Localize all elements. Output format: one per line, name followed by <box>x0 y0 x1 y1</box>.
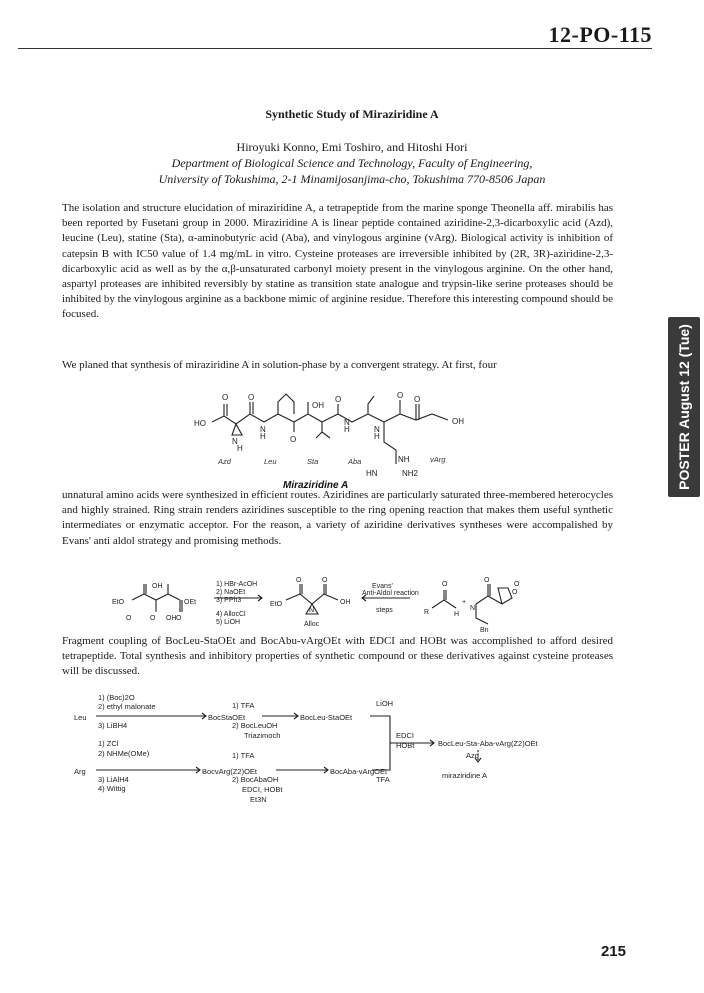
arrow-label: Evans' <box>372 583 393 590</box>
structure-label: O <box>414 395 421 404</box>
scheme-group: H <box>454 611 460 618</box>
reagent-azd: Azd <box>466 751 479 760</box>
arg-coupling-step: EDCI, HOBt <box>242 785 283 794</box>
tetrapeptide: BocLeu-Sta-Aba-vArg(Z2)OEt <box>438 739 538 748</box>
structure-label: N <box>260 425 266 434</box>
scheme-group: Bn <box>480 627 489 634</box>
scheme-group: O <box>296 577 302 584</box>
reaction-condition: 4) AllocCl <box>216 611 246 618</box>
structure-label: O <box>335 395 342 404</box>
reaction-condition: 2) NaOEt <box>216 589 246 596</box>
leu-dipeptide: BocLeu-StaOEt <box>300 713 353 722</box>
residue-label-leu: Leu <box>264 457 277 466</box>
scheme-group: EtO <box>112 599 125 606</box>
final-product: miraziridine A <box>442 771 488 780</box>
scheme-group: O <box>322 577 328 584</box>
poster-date-label: POSTER August 12 (Tue) <box>676 324 692 490</box>
scheme-group: O <box>484 577 490 584</box>
paragraph-aziridines: unnatural amino acids were synthesized in efficient routes. Aziridines are particularly saturated three-membered heterocycles and highly strained. Ring strain renders aziridines susceptible to the ring opening reaction that makes them useful synthetic intermediates or enzymatic acceptor. For the reason, a variety of aziridine derivatives syntheses were accompalished by Evans' anti aldol strategy and promising methods. <box>62 489 613 547</box>
arg-step: 1) ZCl <box>98 739 119 748</box>
arg-step: 2) NHMe(OMe) <box>98 749 150 758</box>
scheme-group: O <box>126 615 132 622</box>
scheme-group: O <box>512 589 518 596</box>
arg-coupling-step: Et3N <box>250 795 267 804</box>
structure-label: H <box>237 444 243 453</box>
scheme-group: R <box>424 609 430 616</box>
aziridine-scheme <box>110 574 530 636</box>
affiliation-line-1: Department of Biological Science and Technology, Faculty of Engineering, <box>171 156 533 170</box>
arg-step: 4) Wittig <box>98 784 126 793</box>
poster-date-tab <box>668 317 700 497</box>
leu-coupling-step: 1) TFA <box>232 701 255 710</box>
scheme-group: N <box>309 607 315 614</box>
leu-coupling-step: 2) BocLeuOH <box>232 721 278 730</box>
structure-label: O <box>248 393 255 402</box>
abstract-code: 12-PO-115 <box>548 22 652 47</box>
structure-label: N <box>344 418 350 427</box>
structure-label: O <box>397 391 404 400</box>
structure-label: HO <box>194 419 206 428</box>
structure-label: N <box>374 425 380 434</box>
arrow-label: Anti-Aldol reaction <box>362 590 419 597</box>
scheme-group: EtO <box>270 601 283 608</box>
header-rule <box>18 48 652 49</box>
reagent-hobt: HOBt <box>396 741 415 750</box>
reaction-condition: 3) PPh3 <box>216 597 242 604</box>
leu-product: BocStaOEt <box>208 713 246 722</box>
authors: Hiroyuki Konno, Emi Toshiro, and Hitoshi Hori <box>236 140 468 154</box>
figure-caption: Miraziridine A <box>283 480 349 491</box>
arg-coupling-step: 1) TFA <box>232 751 255 760</box>
structure-label: HN <box>366 469 378 478</box>
arg-step: 3) LiAlH4 <box>98 775 129 784</box>
structure-label: O <box>222 393 229 402</box>
leu-step: 2) ethyl malonate <box>98 702 156 711</box>
page-number: 215 <box>600 943 626 960</box>
scheme-group: OEt <box>184 599 197 606</box>
paragraph-strategy: We planed that synthesis of miraziridine A in solution-phase by a convergent strategy. At first, four <box>62 359 497 371</box>
scheme-group: Alloc <box>304 621 320 628</box>
scheme-group: O <box>514 581 520 588</box>
paragraph-intro: The isolation and structure elucidation of miraziridine A, a tetrapeptide from the marine sponge Theonella aff. mirabilis has been reported by Fusetani group in 2000. Miraziridine A is linear peptide contained aziridine-2,3-dicarboxylic acid (Azd), leucine (Leu), statine (Sta), α-aminobutyric acid (Aba), and vinylogous arginine (vArg). Biological activity is inhibition of catepsin B with IC50 value of 1.4 mg/mL in vitro. Cysteine proteases are irreversible inhibited by (2R, 3R)-aziridine-2,3-dicarboxylic acid as well as by the α,β-unsaturated carbonyl moiety present in the vinylogous arginine. On the other hand, aspartyl proteases are inhibited reversibly by statine as transition state analogue and trypsin-like serine proteases should be inhibited by the vinylogous arginine as a backbone mimic of arginine residue. Therefore this interesting compound should be focused. <box>62 202 613 321</box>
reagent-edci: EDCI <box>396 731 414 740</box>
reagent-tfa: TFA <box>376 775 390 784</box>
residue-label-varg: vArg <box>430 455 446 464</box>
scheme-group: O <box>442 581 448 588</box>
start-leu: Leu <box>74 713 87 722</box>
arg-dipeptide: BocAba-vArgOEt <box>330 767 388 776</box>
structure-label: H <box>374 432 380 441</box>
paragraph-coupling: Fragment coupling of BocLeu-StaOEt and BocAbu-vArgOEt with EDCI and HOBt was accomplished to afford desired tetrapeptide. Total synthesis and inhibitory properties of synthetic compound or these derivatives against cysteine proteases will be discussed. <box>62 635 613 678</box>
reaction-condition: 1) HBr-AcOH <box>216 581 258 588</box>
scheme-group: O <box>176 615 182 622</box>
scheme-group: OH <box>152 583 163 590</box>
scheme-group: + <box>462 599 467 606</box>
arg-product: BocvArg(Z2)OEt <box>202 767 258 776</box>
leu-coupling-step: Triazimoch <box>244 731 281 740</box>
structure-label: NH <box>398 455 410 464</box>
paper-title: Synthetic Study of Miraziridine A <box>265 107 439 121</box>
structure-label: O <box>290 435 297 444</box>
structure-label: OH <box>312 401 324 410</box>
scheme-group: OH <box>340 599 351 606</box>
arrow-label: steps <box>376 607 393 614</box>
reaction-condition: 5) LiOH <box>216 619 241 626</box>
reagent-lioh: LiOH <box>376 699 394 708</box>
structure-label: H <box>344 425 350 434</box>
affiliation-line-2: University of Tokushima, 2-1 Minamijosanjima-cho, Tokushima 770-8506 Japan <box>158 172 546 186</box>
structure-label: N <box>232 437 238 446</box>
structure-label: OH <box>452 417 464 426</box>
structure-label: H <box>260 432 266 441</box>
miraziridine-structure <box>190 380 480 495</box>
leu-step: 1) (Boc)2O <box>98 693 135 702</box>
scheme-group: N <box>470 605 476 612</box>
leu-step: 3) LiBH4 <box>98 721 128 730</box>
residue-label-azd: Azd <box>218 457 231 466</box>
residue-label-sta: Sta <box>307 457 319 466</box>
arg-coupling-step: 2) BocAbaOH <box>232 775 279 784</box>
convergent-synthesis-scheme <box>66 690 586 850</box>
residue-label-aba: Aba <box>348 457 362 466</box>
structure-label: NH2 <box>402 469 419 478</box>
scheme-group: O <box>150 615 156 622</box>
scheme-group: OH <box>166 615 177 622</box>
start-arg: Arg <box>74 767 86 776</box>
